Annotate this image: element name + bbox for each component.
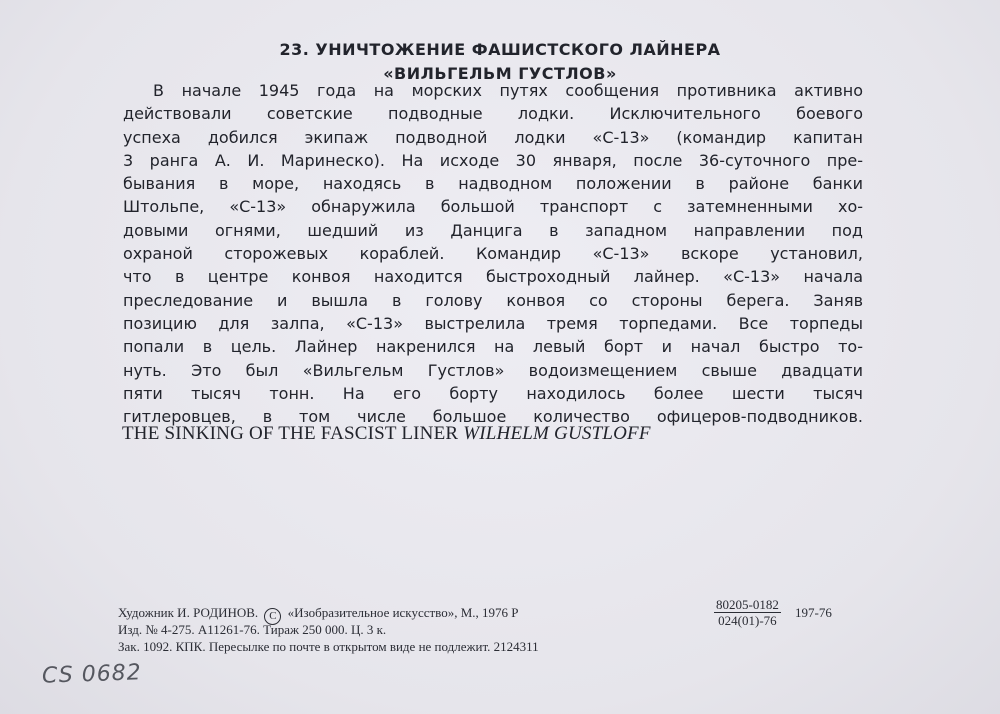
body-line: что в центре конвоя находится быстроходный лайнер. «С-13» начала <box>123 267 863 287</box>
fraction-suffix: 197-76 <box>795 605 832 620</box>
body-line: гитлеровцев, в том числе большое количество офицеров-подводников. <box>123 407 863 427</box>
body-line: В начале 1945 года на морских путях сообщения противника активно <box>153 81 863 100</box>
publisher-credit: «Изобразительное искусство», М., 1976 Р <box>287 605 519 620</box>
body-line: охраной сторожевых кораблей. Командир «С-13» вскоре установил, <box>123 244 863 264</box>
artist-credit: Художник И. РОДИНОВ. <box>118 605 259 620</box>
heading-line-1: 23. УНИЧТОЖЕНИЕ ФАШИСТСКОГО ЛАЙНЕРА <box>279 40 721 59</box>
copyright-icon: C <box>264 608 281 625</box>
body-line: позицию для залпа, «С-13» выстрелила тремя торпедами. Все торпеды <box>123 313 863 333</box>
body-line: действовали советские подводные лодки. Исключительного боевого <box>123 104 863 124</box>
english-title-ship-name: WILHELM GUSTLOFF <box>463 423 651 444</box>
body-paragraph <box>123 79 863 428</box>
body-line: пяти тысяч тонн. На его борту находилось более шести тысяч <box>123 383 863 403</box>
body-line: бывания в море, находясь в надводном положении в районе банки <box>123 174 863 194</box>
imprint-line-3: Зак. 1092. КПК. Пересылке по почте в открытом виде не подлежит. 2124311 <box>118 639 539 654</box>
publisher-imprint <box>118 597 832 655</box>
body-line: Штольпе, «С-13» обнаружила большой транспорт с затемненными хо- <box>123 197 863 217</box>
heading-line-2: «ВИЛЬГЕЛЬМ ГУСТЛОВ» <box>383 64 617 83</box>
body-line: нуть. Это был «Вильгельм Густлов» водоизмещением свыше двадцати <box>123 360 863 380</box>
body-line: довыми огнями, шедший из Данцига в западном направлении под <box>123 220 863 240</box>
index-fraction <box>714 597 781 628</box>
inventory-pencil-mark: CS 0682 <box>41 660 143 689</box>
fraction-denominator: 024(01)-76 <box>718 613 777 628</box>
body-line: успеха добился экипаж подводной лодки «С-13» (командир капитан <box>123 127 863 147</box>
body-line: преследование и вышла в голову конвоя со стороны берега. Заняв <box>123 290 863 310</box>
fraction-numerator: 80205-0182 <box>716 597 779 612</box>
body-line: попали в цель. Лайнер накренился на левый борт и начал быстро то- <box>123 337 863 357</box>
english-title-prefix: THE SINKING OF THE FASCIST LINER <box>122 423 464 444</box>
body-line: 3 ранга А. И. Маринеско). На исходе 30 января, после 36-суточного пре- <box>123 150 863 170</box>
imprint-line-1 <box>118 597 832 628</box>
imprint-line-2: Изд. № 4-275. А11261-76. Тираж 250 000. Ц. 3 к. <box>118 622 387 637</box>
english-title <box>122 423 651 445</box>
